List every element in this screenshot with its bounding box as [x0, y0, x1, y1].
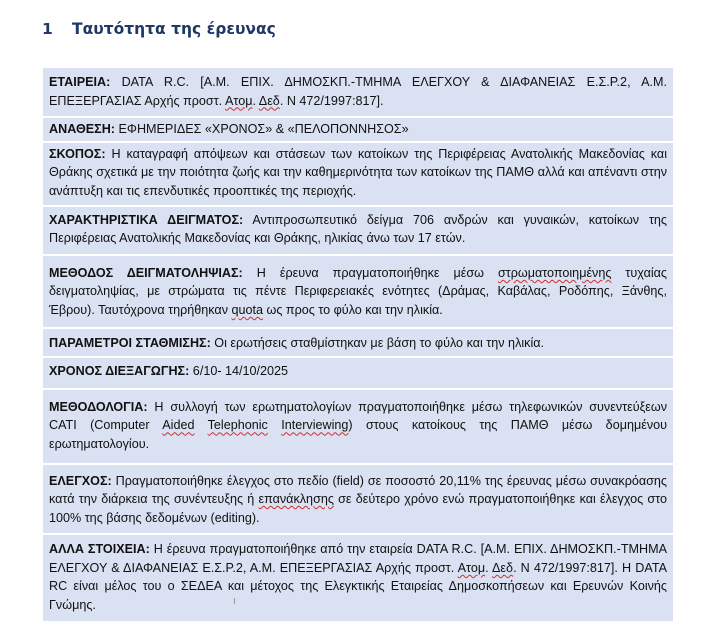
row-methodology [43, 390, 673, 465]
row-text: 6/10- 14/10/2025 [189, 364, 289, 379]
row-label: ΕΛΕΓΧΟΣ: [49, 473, 112, 488]
row-purpose [43, 143, 673, 207]
misspelled-word[interactable]: Ατομ [457, 560, 486, 575]
row-text [268, 418, 281, 432]
row-text: . Ν 472/1997:817]. [279, 93, 384, 108]
misspelled-word[interactable]: Telephonic [207, 418, 268, 433]
misspelled-word[interactable]: Interviewing [281, 418, 349, 433]
row-text [194, 418, 207, 432]
misspelled-word[interactable]: επανάκλησης [258, 492, 334, 507]
row-text: ) στους κατοίκους της ΠΑΜΘ μέσω δομημένου ερωτηματολογίου. [49, 418, 668, 451]
row-label: ΣΚΟΠΟΣ: [49, 146, 106, 161]
row-label: ΜΕΘΟΔΟΛΟΓΙΑ: [49, 399, 148, 414]
misspelled-word[interactable]: Ατομ [225, 93, 253, 108]
row-label: ΑΝΑΘΕΣΗ: [49, 122, 115, 137]
row-text: . [252, 93, 259, 108]
row-label: ΠΑΡΑΜΕΤΡΟΙ ΣΤΑΘΜΙΣΗΣ: [49, 335, 211, 350]
row-text: DATA R.C. [Α.Μ. ΕΠΙΧ. ΔΗΜΟΣΚΠ.-ΤΜΗΜΑ ΕΛΕΓΧΟΥ & ΔΙΑΦΑΝΕΙΑΣ Ε.Σ.Ρ.2, Α.Μ. ΕΠΕΞΕΡΓΑΣΙΑΣ Αρχής προστ. [49, 75, 667, 108]
row-assignment [43, 118, 673, 143]
row-text: Η έρευνα πραγματοποιήθηκε από την εταιρεία DATA R.C. [Α.Μ. ΕΠΙΧ. ΔΗΜΟΣΚΠ.-ΤΜΗΜΑ ΕΛΕΓΧΟΥ & ΔΙΑΦΑΝΕΙΑΣ Ε.Σ.Ρ.2, Α.Μ. ΕΠΕΞΕΡΓΑΣΙΑΣ Αρχής προστ. [49, 542, 667, 575]
row-text: Η συλλογή των ερωτηματολογίων πραγματοποιήθηκε μέσω τηλεφωνικών συνεντεύξεων CATI (Computer [49, 399, 667, 433]
row-conduct-period [43, 358, 673, 390]
row-text: . [485, 560, 493, 575]
row-other-info [43, 535, 673, 622]
misspelled-word[interactable]: Aided [162, 418, 195, 433]
row-text: ΕΦΗΜΕΡΙΔΕΣ «ΧΡΟΝΟΣ» & «ΠΕΛΟΠΟΝΝΗΣΟΣ» [115, 122, 409, 137]
misspelled-word[interactable]: quota [231, 302, 264, 317]
row-text: Οι ερωτήσεις σταθμίστηκαν με βάση το φύλο και την ηλικία. [210, 335, 545, 350]
row-text: τυχαίας δειγματοληψίας, με στρώματα τις πέντε Περιφερειακές ενότητες (Δράμας, Καβάλας, Ροδόπης, Ξάνθης, Έβρου). Ταυτόχρονα τηρήθηκαν [49, 265, 667, 317]
row-text: Αντιπροσωπευτικό δείγμα 706 ανδρών και γυναικών, κατοίκων της Περιφέρειας Ανατολικής Μακεδονίας και Θράκης, ηλικίας άνω των 17 ετών. [49, 212, 667, 246]
row-sampling-method [43, 256, 673, 329]
row-text: σε δεύτερο χρόνο ενώ πραγματοποιήθηκε και έλεγχος στο 100% της βάσης δεδομένων (editing). [49, 492, 667, 525]
misspelled-word[interactable]: Δεδ [258, 93, 280, 108]
section-heading [42, 20, 276, 38]
row-quality-control [43, 465, 673, 536]
row-weighting-parameters [43, 329, 673, 359]
row-text: Η έρευνα πραγματοποιήθηκε μέσω [242, 265, 498, 280]
misspelled-word[interactable]: Δεδ [492, 560, 514, 575]
row-label: ΧΡΟΝΟΣ ΔΙΕΞΑΓΩΓΗΣ: [49, 364, 190, 379]
section-title: Ταυτότητα της έρευνας [72, 20, 276, 38]
row-sample-characteristics [43, 207, 673, 256]
row-label: ΑΛΛΑ ΣΤΟΙΧΕΙΑ: [49, 542, 150, 557]
row-company [43, 68, 673, 118]
text-cursor [234, 598, 235, 604]
row-text: Η καταγραφή απόψεων και στάσεων των κατοίκων της Περιφέρειας Ανατολικής Μακεδονίας και Θράκης σχετικά με την ποιότητα ζωής και την καθημερινότητα των κατοίκων της ΠΑΜΘ αλλά και απέναντι στην ανάπτυξη και τις επενδυτικές προοπτικές της περιοχής. [49, 146, 667, 198]
row-label: ΜΕΘΟΔΟΣ ΔΕΙΓΜΑΤΟΛΗΨΙΑΣ: [49, 265, 243, 280]
section-number: 1 [42, 20, 53, 38]
row-text: . Ν 472/1997:817]. Η DATA RC είναι μέλος του ο ΣΕΔΕΑ και μέτοχος της Ελεγκτικής Εταιρείας Δημοσκοπήσεων και Ερευνών Κοινής Γνώμης. [49, 560, 667, 613]
misspelled-word[interactable]: στρωματοποιημένης [497, 265, 612, 280]
row-text: Πραγματοποιήθηκε έλεγχος στο πεδίο (field) σε ποσοστό 20,11% της έρευνας μέσω συνακρόασης κατά την διάρκεια της συνέντευξης ή [49, 473, 667, 507]
survey-identity-table [43, 68, 673, 623]
row-label: ΕΤΑΙΡΕΙΑ: [49, 75, 111, 89]
row-text: ως προς το φύλο και την ηλικία. [263, 302, 443, 317]
row-label: ΧΑΡΑΚΤΗΡΙΣΤΙΚΑ ΔΕΙΓΜΑΤΟΣ: [49, 212, 244, 227]
